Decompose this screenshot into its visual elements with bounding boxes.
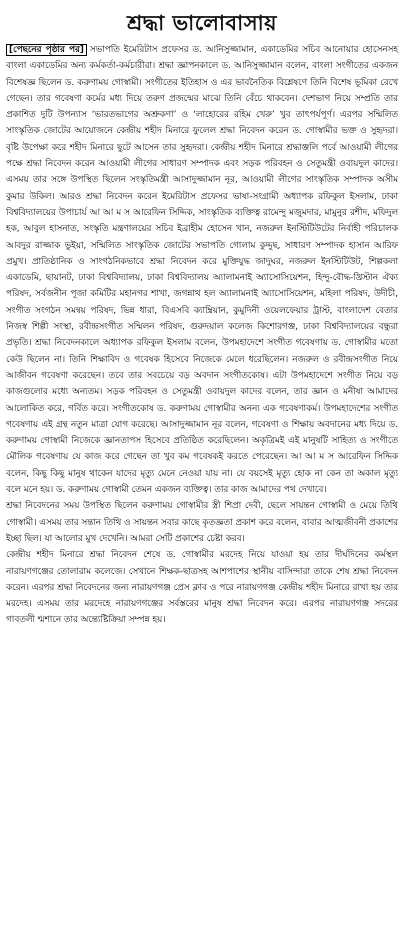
paragraph-1 (6, 42, 398, 498)
article-headline: শ্রদ্ধা ভালোবাসায় (126, 10, 278, 35)
continuation-label: [পেছনের পৃষ্ঠার পর] (6, 44, 87, 56)
article-body (6, 42, 398, 629)
paragraph-2: শ্রদ্ধা নিবেদনের সময় উপস্থিত ছিলেন করুণাময় গোস্বামীর স্ত্রী শিপ্রা দেবী, ছেলে সায়ন্তন গোস্বামী ও মেয়ে তিথি গোস্বামী। এসময় তার সন্তান তিথি ও সায়ন্তন সবার কাছে কৃতজ্ঞতা প্রকাশ করে বলেন, বাবার আত্মজীবনী প্রকাশের ইচ্ছা ছিল। যা আলোর মুখ দেখেনি। আমরা সেটি প্রকাশের চেষ্টা করব। (6, 501, 398, 544)
paragraph-3: কেন্দ্রীয় শহীদ মিনারে শ্রদ্ধা নিবেদন শেষে ড. গোস্বামীর মরদেহ নিয়ে যাওয়া হয় তার দীর্ঘদিনের কর্মস্থল নারায়ণগঞ্জের তোলারাম কলেজে। সেখানে শিক্ষক-ছাত্রসহ আশপাশের স্থানীয় বাসিন্দারা তাকে শেষ শ্রদ্ধা নিবেদন করেন। এরপর শ্রদ্ধা নিবেদনের জন্য নারায়ণগঞ্জ প্রেস ক্লাব ও পরে নারায়ণগঞ্জ কেন্দ্রীয় শহীদ মিনারে রাখা হয় তার মরদেহ। এসময় তার মরদেহে নারায়ণগঞ্জের সর্বস্তরের মানুষ শ্রদ্ধা নিবেদন করে। এরপর নারায়ণগঞ্জ সদরের গাবতলী শ্মশানে তার অন্ত্যেষ্টিক্রিয়া সম্পন্ন হয়। (6, 550, 398, 626)
paragraph-1-text: সভাপতি ইমেরিটাস প্রফেসর ড. আনিসুজ্জামান, একাডেমির সচিব আনোয়ার হোসেনসহ বাংলা একাডেমির অন্য কর্মকর্তা-কর্মচারীরা। শ্রদ্ধা জ্ঞাপনকালে ড. আনিসুজ্জামান বলেন, বাংলা সংগীতের একজন বিশেষজ্ঞ ছিলেন ড. করুণাময় গোস্বামী। সংগীতের ইতিহাস ও এর ভাবনৈতিক বিশ্লেষণে তিনি বিশেষ ভূমিকা রেখে গেছেন। তার গবেষণা কর্মের মধ্য দিয়ে তরুণ প্রজন্মের মাঝে তিনি বেঁচে থাকবেন। দেশভাগ নিয়ে সম্প্রতি তার প্রকাশিত দুটি উপন্যাস ‘ভারতভাগের অশ্রুকণা’ ও ‘লাহোরের রহিম খেরু’ খুব তাৎপর্যপূর্ণ। এরপর সম্মিলিত সাংস্কৃতিক জোটের আয়োজনে কেন্দ্রীয় শহীদ মিনারে ফুলেল শ্রদ্ধা নিবেদন করেন ড. গোস্বামীর ভক্ত ও সুহৃদরা। বৃষ্টি উপেক্ষা করে শহীদ মিনারে ছুটে আসেন তার সুহৃদরা। কেন্দ্রীয় শহীদ মিনারে শ্রদ্ধাঞ্জলি পর্বে আওয়ামী লীগের পক্ষে শ্রদ্ধা নিবেদন করেন আওয়ামী লীগের সাধারণ সম্পাদক এবং সড়ক পরিবহন ও সেতুমন্ত্রী ওবায়দুল কাদের। এসময় তার সঙ্গে উপস্থিত ছিলেন সংস্কৃতিমন্ত্রী আসাদুজ্জামান নূর, আওয়ামী লীগের সাংস্কৃতিক সম্পাদক অসীম কুমার উকিল। আরও শ্রদ্ধা নিবেদন করেন ইমেরিটাস প্রফেসর ভাষা-সংগ্রামী অধ্যাপক রফিকুল ইসলাম, ঢাকা বিশ্ববিদ্যালয়ের উপাচার্য আ আ ম স আরেফিন সিদ্দিক, সাংস্কৃতিক ব্যক্তিত্ব রামেন্দু মজুমদার, মামুনুর রশীদ, মফিদুল হক, আবুল হাসনাত, সংস্কৃতি মন্ত্রণালয়ের সচিব ইব্রাহীম হোসেন খান, নজরুল ইনস্টিটিউটের নির্বাহী পরিচালক আবদুর রাজ্জাক ভুইয়া, সম্মিলিত সাংস্কৃতিক জোটের সভাপতি গোলাম কুদ্দুছ, সাধারণ সম্পাদক হাসান আরিফ প্রমুখ। প্রাতিষ্ঠানিক ও সাংগঠনিকভাবে শ্রদ্ধা নিবেদন করে মুক্তিযুদ্ধ জাদুঘর, নজরুল ইনস্টিটিউট, শিল্পকলা একাডেমি, ছায়ানট, ঢাকা বিশ্ববিদ্যালয়, ঢাকা বিশ্ববিদ্যালয় অ্যালামনাই অ্যাসোসিয়েশন, হিন্দু-বৌদ্ধ-খ্রিস্টান ঐক্য পরিষদ, সর্বজনীন পূজা কমিটির মহানগর শাখা, জগন্নাথ হল অ্যালামনাই অ্যাসোসিয়েশন, মহিলা পরিষদ, উদীচী, সংগীত সংগঠন সমন্বয় পরিষদ, ভিন্ন ধারা, বিএসবি ক্যাম্ব্রিয়ান, কুমুদিনী ওয়েলফেয়ার ট্রাস্ট, বাংলাদেশ বেতার নিজস্ব শিল্পী সংস্থা, রবীন্দ্রসংগীত সম্মিলন পরিষদ, গুরুদয়াল কলেজ কিশোরগঞ্জ, ঢাকা বিশ্ববিদ্যালয়ের বন্ধুরা প্রভৃতি। শ্রদ্ধা নিবেদনকালে অধ্যাপক রফিকুল ইসলাম বলেন, উপমহাদেশে সংগীত গবেষণায় ড. গোস্বামীর মতো কেউ ছিলেন না। তিনি শিক্ষাবিদ ও গবেষক হিসেবে নিজেকে মেলে ধরেছিলেন। নজরুল ও রবীন্দ্রসংগীত নিয়ে আজীবন গবেষণা করেছেন। তবে তার সবচেয়ে বড় অবদান সংগীতকোষ। এটা উপমহাদেশে সংগীত নিয়ে বড় কাজগুলোর মধ্যে অন্যতম। সড়ক পরিবহন ও সেতুমন্ত্রী ওবায়দুল কাদের বলেন, তার জ্ঞান ও মনীষা আমাদের আলোকিত করে, গর্বিত করে। সংগীতকোষ ড. করুণাময় গোস্বামীর অনন্য এক গবেষণাকর্ম। উপমহাদেশের সংগীত গবেষণায় এই গ্রন্থ নতুন মাত্রা যোগ করেছে। আসাদুজ্জামান নূর বলেন, গবেষণা ও শিক্ষায় অবদানের মধ্য দিয়ে ড. করুণাময় গোস্বামী নিজেকে জ্ঞানতাপস হিসেবে প্রতিষ্ঠিত করেছিলেন। অকৃত্রিমই এই মানুষটি সাহিত্য ও সংগীতে মৌলিক গবেষণায় যে কাজ করে গেছেন তা খুব কম গবেষকই করতে পেরেছেন। আ আ ম স আরেফিন সিদ্দিক বলেন, কিছু কিছু মানুষ থাকেন যাদের মৃত্যু মেনে নেওয়া যায় না। যে বয়সেই মৃত্যু হোক না কেন তা অকাল মৃত্যু বলে মনে হয়। ড. করুণাময় গোস্বামী তেমন একজন ব্যক্তিত্ব। তার কাজ আমাদের পথ দেখাবে। (6, 45, 398, 496)
